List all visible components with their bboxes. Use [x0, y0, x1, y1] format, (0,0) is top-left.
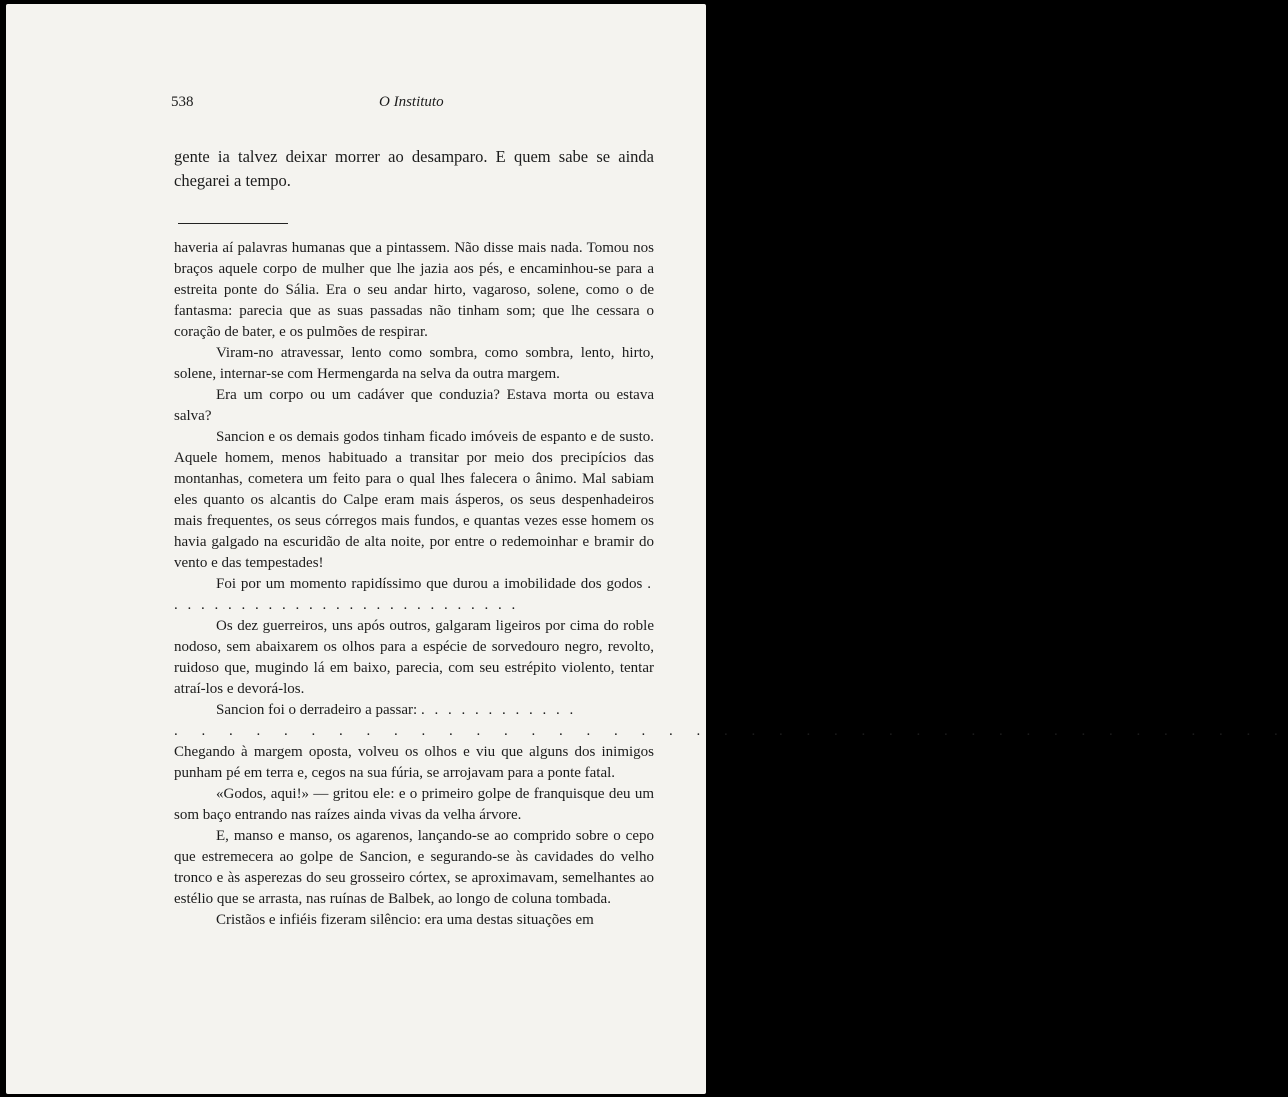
paragraph: Cristãos e infiéis fizeram silêncio: era uma destas situações em	[216, 912, 594, 928]
paragraph: Sancion e os demais godos tinham ficado imóveis de espanto e de susto. Aquele homem, menos habituado a transitar por meio dos precipícios das montanhas, cometera um feito para o qual lhes falecera o ânimo. Mal sabiam eles quanto os alcantis do Calpe eram mais ásperos, os seus despenhadeiros mais frequentes, os seus córregos mais fundos, e quantas vezes esse homem os havia galgado na escuridão de alta noite, por entre o redemoinhar e bramir do vento e das tempestades!	[174, 429, 654, 571]
running-title: O Instituto	[379, 94, 444, 110]
paragraph-text: Sancion foi o derradeiro a passar:	[216, 702, 418, 718]
paragraph: Os dez guerreiros, uns após outros, galgaram ligeiros por cima do roble nodoso, sem abaixarem os olhos para a espécie de sorvedouro negro, revolto, ruidoso que, mugindo lá em baixo, parecia, com seu estrépito violento, tentar atraí-los e devorá-los.	[174, 618, 654, 697]
dot-leader: . . . . . . . . . . . . . . . . . . . . . . . . . . .	[174, 576, 655, 613]
paragraph: Viram-no atravessar, lento como sombra, como sombra, lento, hirto, solene, internar-se com Hermengarda na selva da outra margem.	[174, 345, 654, 382]
paragraph: «Godos, aqui!» — gritou ele: e o primeiro golpe de franquisque deu um som baço entrando nas raízes ainda vivas da velha árvore.	[174, 786, 654, 823]
paragraph: haveria aí palavras humanas que a pintassem. Não disse mais nada. Tomou nos braços aquele corpo de mulher que lhe jazia aos pés, e encaminhou-se para a estreita ponte do Sália. Era o seu andar hirto, vagaroso, solene, como o de fantasma: parecia que as suas passadas não tinham som; que lhe cessara o coração de bater, e os pulmões de respirar.	[174, 240, 654, 340]
dot-leader: . . . . . . . . . . . .	[420, 702, 577, 718]
paragraph-text: Foi por um momento rapidíssimo que durou a imobilidade dos godos	[216, 576, 643, 592]
page-number: 538	[171, 94, 194, 110]
closing-paragraph: gente ia talvez deixar morrer ao desamparo. E quem sabe se ainda chegarei a tempo.	[174, 147, 654, 190]
paragraph: Era um corpo ou um cadáver que conduzia? Estava morta ou estava salva?	[174, 387, 654, 424]
paragraph: E, manso e manso, os agarenos, lançando-se ao comprido sobre o cepo que estremecera ao golpe de Sancion, e segurando-se às cavidades do velho tronco e às asperezas do seu grosseiro córtex, se aproximavam, semelhantes ao estélio que se arrasta, nas ruínas de Balbek, ao longo de coluna tombada.	[174, 828, 654, 907]
ellipsis-line: . . . . . . . . . . . . . . . . . . . . . . . . . . . . . . . . . . . . . . . . .	[174, 723, 1288, 739]
paragraph	[174, 574, 654, 616]
page-header	[171, 94, 649, 114]
section-divider	[178, 223, 288, 224]
paragraph	[174, 700, 654, 721]
body-text	[174, 238, 1288, 931]
paragraph: Chegando à margem oposta, volveu os olhos e viu que alguns dos inimigos punham pé em terra e, cegos na sua fúria, se arrojavam para a ponte fatal.	[174, 744, 654, 781]
book-page	[6, 4, 1288, 1094]
